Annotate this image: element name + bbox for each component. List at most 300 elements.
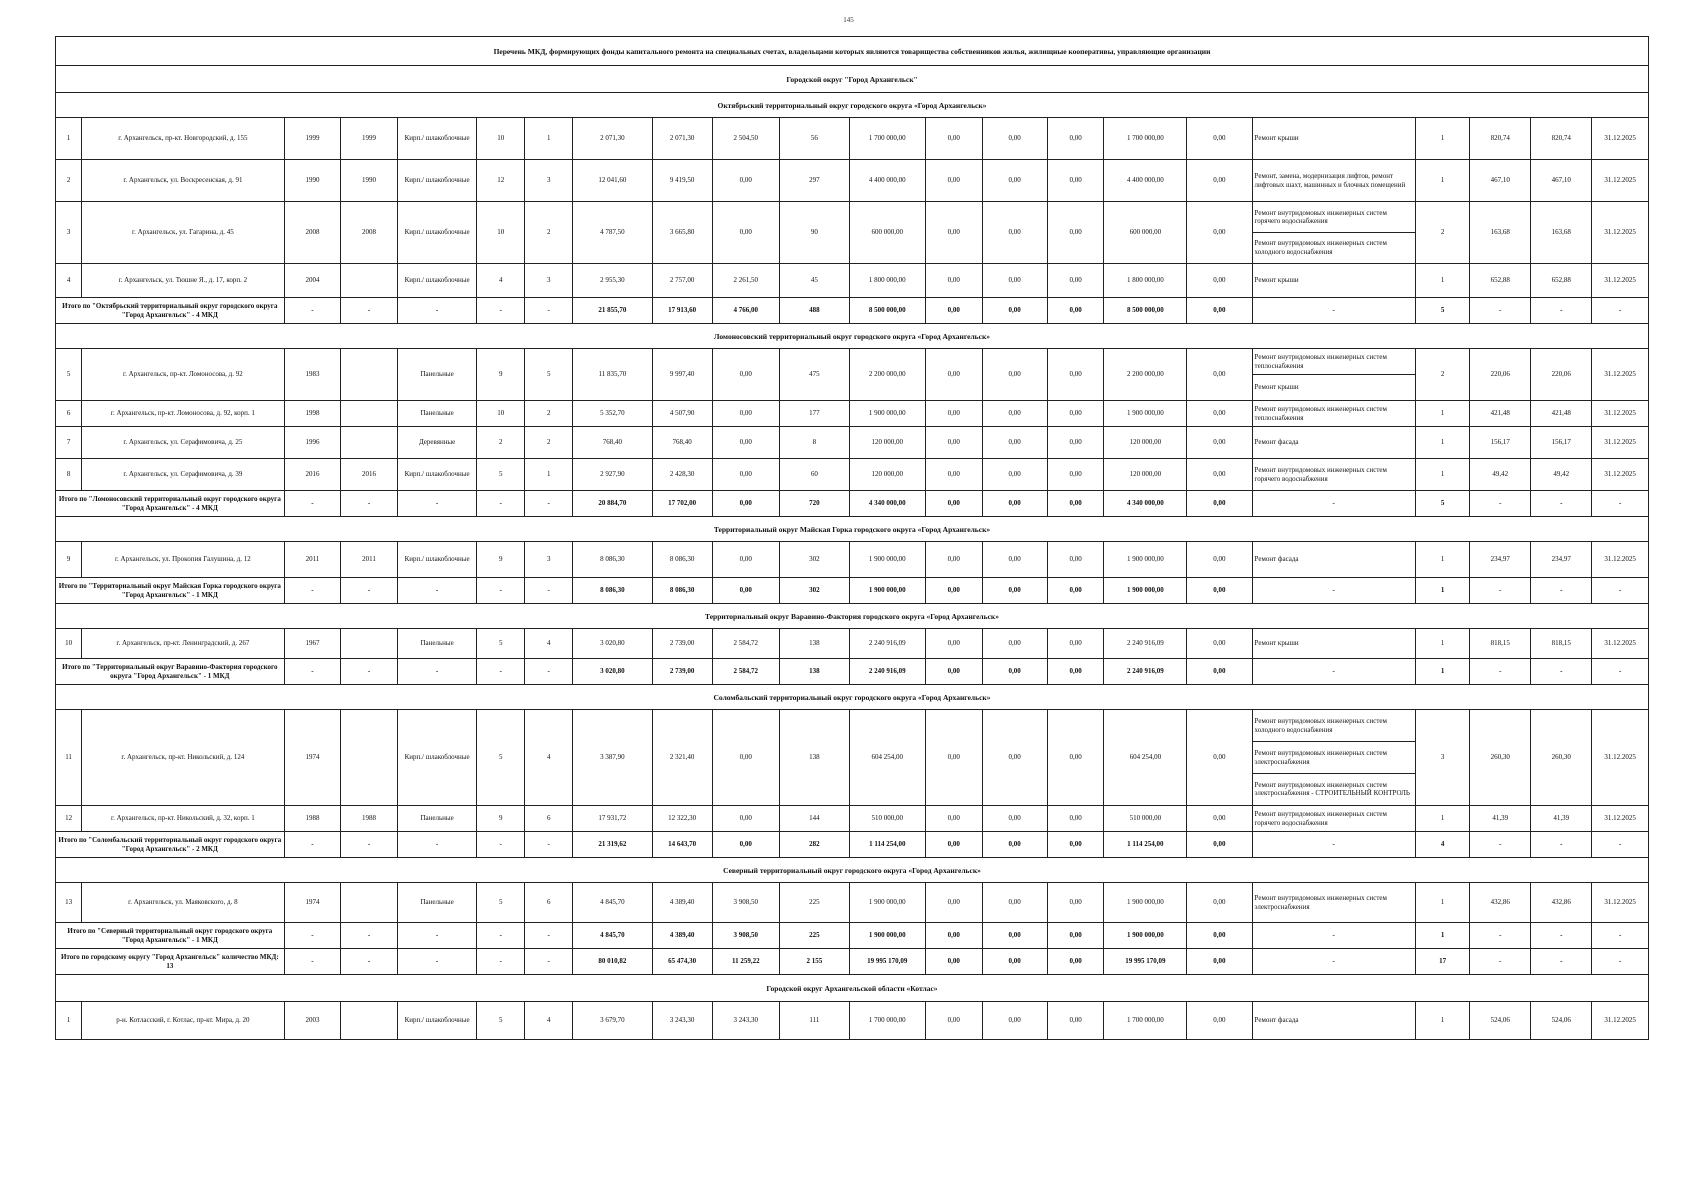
value-f3: 0,00 (1047, 160, 1104, 202)
value-a2: 3 665,80 (652, 202, 712, 264)
value-oth: 0,00 (1187, 349, 1252, 401)
value-a3: 0,00 (712, 349, 780, 401)
total-oth: 0,00 (1187, 491, 1252, 517)
entrances: 3 (525, 160, 573, 202)
works-cell (1252, 1002, 1415, 1040)
section-header: Городской округ "Город Архангельск" (56, 66, 1649, 93)
year-built: 1998 (284, 401, 341, 427)
value-res: 138 (780, 629, 850, 659)
year-commissioned (341, 629, 398, 659)
wall-material: Кирп./ шлакоблочные (397, 118, 476, 160)
value-a2: 4 389,40 (652, 883, 712, 923)
dash-cell: - (1252, 659, 1415, 685)
unit-cost: 820,74 (1470, 118, 1531, 160)
total-work-count: 17 (1415, 949, 1469, 975)
dash-cell: - (1592, 491, 1649, 517)
total-label: Итого по "Соломбальский территориальный округ городского округа "Город Архангельск" - 2 МКД (56, 832, 285, 858)
value-a2: 768,40 (652, 427, 712, 459)
deadline-date: 31.12.2025 (1592, 202, 1649, 264)
district-total-row (56, 923, 1649, 949)
year-commissioned: 1990 (341, 160, 398, 202)
district-header: Территориальный округ Майская Горка городского округа «Город Архангельск» (56, 517, 1649, 542)
unit-cost: 467,10 (1470, 160, 1531, 202)
work-item: Ремонт внутридомовых инженерных систем холодного водоснабжения (1254, 239, 1387, 256)
dash-cell: - (284, 923, 341, 949)
unit-cost: 421,48 (1470, 401, 1531, 427)
year-built: 2003 (284, 1002, 341, 1040)
work-item: Ремонт, замена, модернизация лифтов, ремонт лифтовых шахт, машинных и блочных помещений (1254, 172, 1406, 189)
dash-cell: - (1531, 578, 1592, 604)
floors: 2 (477, 427, 525, 459)
year-commissioned: 1988 (341, 806, 398, 832)
total-own: 4 340 000,00 (1104, 491, 1187, 517)
total-a2: 4 389,40 (652, 923, 712, 949)
value-cost: 120 000,00 (849, 459, 925, 491)
total-f1: 0,00 (925, 832, 982, 858)
total-work-count: 4 (1415, 832, 1469, 858)
district-header-row (56, 517, 1649, 542)
floors: 9 (477, 349, 525, 401)
table-row (56, 883, 1649, 923)
year-commissioned: 2016 (341, 459, 398, 491)
works-cell (1252, 160, 1415, 202)
dash-cell: - (1470, 491, 1531, 517)
district-header: Северный территориальный округ городского округа «Город Архангельск» (56, 858, 1649, 883)
value-cost: 604 254,00 (849, 710, 925, 806)
value-a2: 4 507,90 (652, 401, 712, 427)
value-f2: 0,00 (982, 459, 1047, 491)
year-commissioned (341, 401, 398, 427)
dash-cell: - (1252, 949, 1415, 975)
deadline-date: 31.12.2025 (1592, 542, 1649, 578)
district-total-row (56, 832, 1649, 858)
total-f3: 0,00 (1047, 832, 1104, 858)
value-res: 138 (780, 710, 850, 806)
total-f2: 0,00 (982, 832, 1047, 858)
total-work-count: 1 (1415, 578, 1469, 604)
year-built: 1990 (284, 160, 341, 202)
year-built: 1996 (284, 427, 341, 459)
row-number: 5 (56, 349, 82, 401)
unit-cost: 163,68 (1470, 202, 1531, 264)
value-f3: 0,00 (1047, 883, 1104, 923)
total-f3: 0,00 (1047, 949, 1104, 975)
total-f3: 0,00 (1047, 923, 1104, 949)
year-commissioned: 2008 (341, 202, 398, 264)
value-f1: 0,00 (925, 264, 982, 298)
table-row (56, 1002, 1649, 1040)
work-item: Ремонт фасада (1254, 1016, 1299, 1025)
total-f1: 0,00 (925, 659, 982, 685)
value-f3: 0,00 (1047, 118, 1104, 160)
dash-cell: - (477, 949, 525, 975)
table-row (56, 264, 1649, 298)
district-header: Октябрьский территориальный округ городского округа «Город Архангельск» (56, 93, 1649, 118)
wall-material: Кирп./ шлакоблочные (397, 264, 476, 298)
total-a1: 20 884,70 (573, 491, 652, 517)
district-total-row (56, 578, 1649, 604)
dash-cell: - (284, 659, 341, 685)
section-header: Городской округ Архангельской области «Котлас» (56, 975, 1649, 1002)
value-own: 4 400 000,00 (1104, 160, 1187, 202)
total-a1: 21 855,70 (573, 298, 652, 324)
dash-cell: - (1252, 578, 1415, 604)
total-own: 1 900 000,00 (1104, 923, 1187, 949)
work-item: Ремонт внутридомовых инженерных систем холодного водоснабжения (1253, 711, 1415, 743)
row-number: 9 (56, 542, 82, 578)
value-f3: 0,00 (1047, 427, 1104, 459)
dash-cell: - (1470, 923, 1531, 949)
dash-cell: - (284, 949, 341, 975)
wall-material: Кирп./ шлакоблочные (397, 202, 476, 264)
value-res: 60 (780, 459, 850, 491)
max-unit-cost: 818,15 (1531, 629, 1592, 659)
row-number: 2 (56, 160, 82, 202)
work-count: 1 (1415, 264, 1469, 298)
value-res: 144 (780, 806, 850, 832)
dash-cell: - (1252, 298, 1415, 324)
address: г. Архангельск, ул. Серафимовича, д. 39 (82, 459, 285, 491)
work-item: Ремонт крыши (1254, 639, 1299, 648)
dash-cell: - (1252, 491, 1415, 517)
unit-cost: 156,17 (1470, 427, 1531, 459)
value-res: 56 (780, 118, 850, 160)
value-oth: 0,00 (1187, 806, 1252, 832)
address: г. Архангельск, ул. Гагарина, д. 45 (82, 202, 285, 264)
dash-cell: - (525, 949, 573, 975)
work-item: Ремонт фасада (1254, 555, 1299, 564)
table-row (56, 118, 1649, 160)
dash-cell: - (525, 298, 573, 324)
value-a2: 9 419,50 (652, 160, 712, 202)
work-item: Ремонт внутридомовых инженерных систем горячего водоснабжения (1253, 203, 1415, 234)
address: г. Архангельск, пр-кт. Ломоносова, д. 92 (82, 349, 285, 401)
work-item: Ремонт внутридомовых инженерных систем электроснабжения - СТРОИТЕЛЬНЫЙ КОНТРОЛЬ (1254, 780, 1410, 798)
total-label: Итого по "Территориальный округ Майская Горка городского округа "Город Архангельск" - 1 МКД (56, 578, 285, 604)
total-label: Итого по "Ломоносовский территориальный округ городского округа "Город Архангельск" - 4 МКД (56, 491, 285, 517)
wall-material: Кирп./ шлакоблочные (397, 459, 476, 491)
deadline-date: 31.12.2025 (1592, 427, 1649, 459)
address: г. Архангельск, пр-кт. Ломоносова, д. 92, корп. 1 (82, 401, 285, 427)
total-a1: 80 010,82 (573, 949, 652, 975)
value-cost: 1 900 000,00 (849, 542, 925, 578)
value-a3: 0,00 (712, 160, 780, 202)
value-f3: 0,00 (1047, 542, 1104, 578)
dash-cell: - (341, 923, 398, 949)
unit-cost: 818,15 (1470, 629, 1531, 659)
dash-cell: - (1531, 491, 1592, 517)
deadline-date: 31.12.2025 (1592, 401, 1649, 427)
floors: 5 (477, 1002, 525, 1040)
value-f2: 0,00 (982, 710, 1047, 806)
value-cost: 510 000,00 (849, 806, 925, 832)
total-oth: 0,00 (1187, 832, 1252, 858)
address: г. Архангельск, ул. Тюшне Я., д. 17, корп. 2 (82, 264, 285, 298)
total-oth: 0,00 (1187, 659, 1252, 685)
row-number: 7 (56, 427, 82, 459)
unit-cost: 652,88 (1470, 264, 1531, 298)
floors: 9 (477, 542, 525, 578)
value-f1: 0,00 (925, 118, 982, 160)
row-number: 4 (56, 264, 82, 298)
work-count: 1 (1415, 160, 1469, 202)
dash-cell: - (341, 949, 398, 975)
value-a1: 3 387,90 (573, 710, 652, 806)
value-f3: 0,00 (1047, 202, 1104, 264)
value-a1: 2 955,30 (573, 264, 652, 298)
dash-cell: - (341, 298, 398, 324)
deadline-date: 31.12.2025 (1592, 629, 1649, 659)
dash-cell: - (1531, 923, 1592, 949)
works-cell (1252, 806, 1415, 832)
value-f2: 0,00 (982, 160, 1047, 202)
wall-material: Панельные (397, 401, 476, 427)
value-f1: 0,00 (925, 883, 982, 923)
address: г. Архангельск, ул. Воскресенская, д. 91 (82, 160, 285, 202)
dash-cell: - (1470, 298, 1531, 324)
total-a3: 0,00 (712, 491, 780, 517)
max-unit-cost: 260,30 (1531, 710, 1592, 806)
table-row (56, 542, 1649, 578)
dash-cell: - (1531, 659, 1592, 685)
max-unit-cost: 163,68 (1531, 202, 1592, 264)
value-a1: 2 071,30 (573, 118, 652, 160)
year-commissioned: 2011 (341, 542, 398, 578)
dash-cell: - (397, 832, 476, 858)
year-built: 2011 (284, 542, 341, 578)
dash-cell: - (525, 578, 573, 604)
row-number: 6 (56, 401, 82, 427)
value-own: 604 254,00 (1104, 710, 1187, 806)
year-commissioned (341, 1002, 398, 1040)
value-a3: 3 908,50 (712, 883, 780, 923)
dash-cell: - (525, 659, 573, 685)
table-row (56, 202, 1649, 264)
works-cell (1252, 629, 1415, 659)
value-res: 8 (780, 427, 850, 459)
value-f3: 0,00 (1047, 629, 1104, 659)
value-f1: 0,00 (925, 542, 982, 578)
value-f1: 0,00 (925, 202, 982, 264)
total-f2: 0,00 (982, 923, 1047, 949)
total-label: Итого по "Северный территориальный округ городского округа "Город Архангельск" - 1 МКД (56, 923, 285, 949)
value-f1: 0,00 (925, 629, 982, 659)
dash-cell: - (284, 491, 341, 517)
total-a2: 17 702,00 (652, 491, 712, 517)
entrances: 1 (525, 459, 573, 491)
total-f2: 0,00 (982, 578, 1047, 604)
unit-cost: 41,39 (1470, 806, 1531, 832)
works-cell (1252, 459, 1415, 491)
district-total-row (56, 659, 1649, 685)
district-header: Территориальный округ Варавино-Фактория городского округа «Город Архангельск» (56, 604, 1649, 629)
dash-cell: - (1470, 949, 1531, 975)
district-header-row (56, 685, 1649, 710)
value-a3: 2 261,50 (712, 264, 780, 298)
value-f2: 0,00 (982, 427, 1047, 459)
value-oth: 0,00 (1187, 629, 1252, 659)
dash-cell: - (284, 298, 341, 324)
section-header-row (56, 975, 1649, 1002)
value-f3: 0,00 (1047, 1002, 1104, 1040)
value-res: 90 (780, 202, 850, 264)
total-a3: 3 908,50 (712, 923, 780, 949)
table-title-row (56, 37, 1649, 66)
total-label: Итого по "Территориальный округ Варавино-Фактория городского округа "Город Архангельск" - 1 МКД (56, 659, 285, 685)
value-f3: 0,00 (1047, 264, 1104, 298)
year-built: 1983 (284, 349, 341, 401)
table-row (56, 710, 1649, 806)
dash-cell: - (1592, 578, 1649, 604)
value-cost: 1 700 000,00 (849, 1002, 925, 1040)
entrances: 4 (525, 1002, 573, 1040)
value-a2: 9 997,40 (652, 349, 712, 401)
value-f1: 0,00 (925, 1002, 982, 1040)
value-f3: 0,00 (1047, 349, 1104, 401)
value-f1: 0,00 (925, 427, 982, 459)
year-commissioned (341, 710, 398, 806)
total-a3: 11 259,22 (712, 949, 780, 975)
dash-cell: - (477, 659, 525, 685)
value-oth: 0,00 (1187, 459, 1252, 491)
row-number: 3 (56, 202, 82, 264)
table-row (56, 349, 1649, 401)
dash-cell: - (397, 578, 476, 604)
total-a3: 0,00 (712, 578, 780, 604)
year-built: 1999 (284, 118, 341, 160)
works-cell (1252, 118, 1415, 160)
value-a2: 2 757,00 (652, 264, 712, 298)
total-a2: 14 643,70 (652, 832, 712, 858)
total-oth: 0,00 (1187, 923, 1252, 949)
total-res: 282 (780, 832, 850, 858)
value-a3: 0,00 (712, 710, 780, 806)
total-f3: 0,00 (1047, 659, 1104, 685)
grand-total-row (56, 949, 1649, 975)
total-res: 138 (780, 659, 850, 685)
floors: 5 (477, 459, 525, 491)
work-item: Ремонт внутридомовых инженерных систем горячего водоснабжения (1254, 810, 1387, 827)
max-unit-cost: 467,10 (1531, 160, 1592, 202)
total-a3: 2 584,72 (712, 659, 780, 685)
total-f1: 0,00 (925, 578, 982, 604)
section-header-row (56, 66, 1649, 93)
total-a3: 4 766,00 (712, 298, 780, 324)
deadline-date: 31.12.2025 (1592, 806, 1649, 832)
year-built: 2016 (284, 459, 341, 491)
value-f2: 0,00 (982, 542, 1047, 578)
value-own: 1 800 000,00 (1104, 264, 1187, 298)
value-res: 177 (780, 401, 850, 427)
value-own: 1 900 000,00 (1104, 883, 1187, 923)
total-a1: 3 020,80 (573, 659, 652, 685)
entrances: 2 (525, 202, 573, 264)
value-f2: 0,00 (982, 202, 1047, 264)
dash-cell: - (341, 659, 398, 685)
address: г. Архангельск, ул. Серафимовича, д. 25 (82, 427, 285, 459)
dash-cell: - (525, 923, 573, 949)
district-header: Ломоносовский территориальный округ городского округа «Город Архангельск» (56, 324, 1649, 349)
value-a3: 0,00 (712, 401, 780, 427)
table-row (56, 806, 1649, 832)
dash-cell: - (397, 659, 476, 685)
value-a3: 2 504,50 (712, 118, 780, 160)
max-unit-cost: 421,48 (1531, 401, 1592, 427)
dash-cell: - (1592, 659, 1649, 685)
works-cell (1252, 542, 1415, 578)
table-row (56, 160, 1649, 202)
row-number: 10 (56, 629, 82, 659)
address: г. Архангельск, пр-кт. Никольский, д. 124 (82, 710, 285, 806)
work-item: Ремонт внутридомовых инженерных систем электроснабжения (1254, 894, 1387, 911)
total-f3: 0,00 (1047, 491, 1104, 517)
district-header-row (56, 858, 1649, 883)
floors: 10 (477, 401, 525, 427)
value-a2: 12 322,30 (652, 806, 712, 832)
work-item: Ремонт внутридомовых инженерных систем электроснабжения (1253, 742, 1415, 774)
value-f2: 0,00 (982, 629, 1047, 659)
dash-cell: - (477, 491, 525, 517)
wall-material: Панельные (397, 806, 476, 832)
table-title: Перечень МКД, формирующих фонды капитального ремонта на специальных счетах, владельцами которых являются товарищества собственников жилья, жилищные кооперативы, управляющие организации (56, 37, 1649, 66)
entrances: 6 (525, 883, 573, 923)
work-count: 1 (1415, 118, 1469, 160)
value-f2: 0,00 (982, 118, 1047, 160)
total-own: 1 114 254,00 (1104, 832, 1187, 858)
work-count: 2 (1415, 349, 1469, 401)
total-f3: 0,00 (1047, 578, 1104, 604)
value-a3: 0,00 (712, 427, 780, 459)
dash-cell: - (1531, 298, 1592, 324)
year-built: 1967 (284, 629, 341, 659)
district-total-row (56, 491, 1649, 517)
deadline-date: 31.12.2025 (1592, 710, 1649, 806)
dash-cell: - (477, 923, 525, 949)
value-f2: 0,00 (982, 401, 1047, 427)
total-a2: 8 086,30 (652, 578, 712, 604)
value-a1: 8 086,30 (573, 542, 652, 578)
deadline-date: 31.12.2025 (1592, 264, 1649, 298)
value-f2: 0,00 (982, 264, 1047, 298)
dash-cell: - (341, 832, 398, 858)
value-f3: 0,00 (1047, 710, 1104, 806)
total-res: 488 (780, 298, 850, 324)
value-a1: 4 787,50 (573, 202, 652, 264)
value-cost: 600 000,00 (849, 202, 925, 264)
work-count: 1 (1415, 542, 1469, 578)
value-f2: 0,00 (982, 1002, 1047, 1040)
work-count: 1 (1415, 427, 1469, 459)
wall-material: Панельные (397, 883, 476, 923)
total-work-count: 5 (1415, 491, 1469, 517)
value-oth: 0,00 (1187, 401, 1252, 427)
value-f3: 0,00 (1047, 459, 1104, 491)
address: г. Архангельск, пр-кт. Новгородский, д. 155 (82, 118, 285, 160)
dash-cell: - (397, 923, 476, 949)
value-a3: 0,00 (712, 806, 780, 832)
work-count: 1 (1415, 883, 1469, 923)
value-a1: 11 835,70 (573, 349, 652, 401)
entrances: 6 (525, 806, 573, 832)
year-commissioned (341, 427, 398, 459)
dash-cell: - (1592, 949, 1649, 975)
total-f3: 0,00 (1047, 298, 1104, 324)
deadline-date: 31.12.2025 (1592, 349, 1649, 401)
max-unit-cost: 49,42 (1531, 459, 1592, 491)
district-header-row (56, 324, 1649, 349)
dash-cell: - (341, 578, 398, 604)
value-own: 600 000,00 (1104, 202, 1187, 264)
